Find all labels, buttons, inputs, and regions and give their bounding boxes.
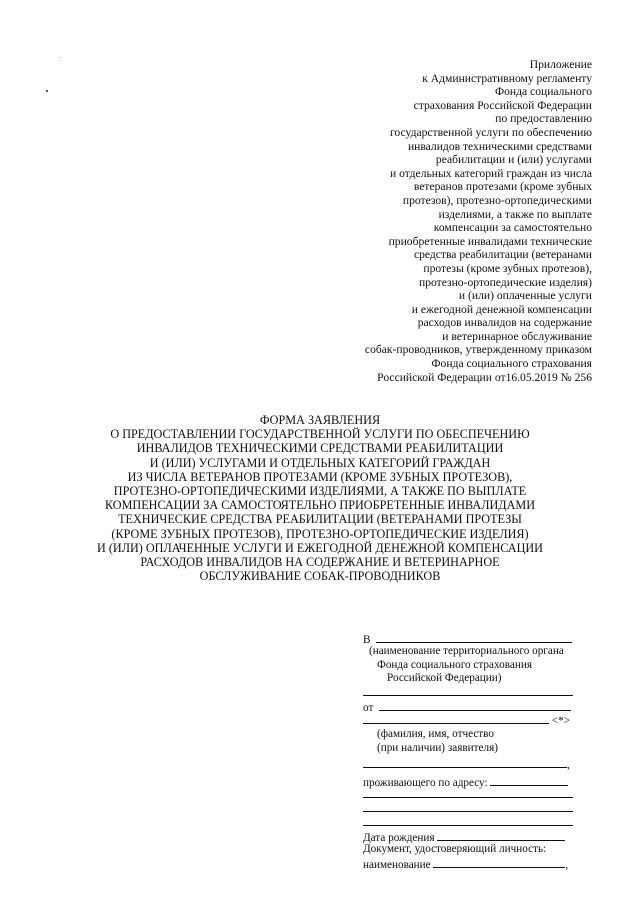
form-title-line: ОБСЛУЖИВАНИЕ СОБАК-ПРОВОДНИКОВ [199,569,441,584]
address-row [363,775,573,788]
form-title-line: КОМПЕНСАЦИИ ЗА САМОСТОЯТЕЛЬНО ПРИОБРЕТЕННЫЕ ИНВАЛИДАМИ [104,498,536,513]
scan-speck [60,57,61,58]
organ-hint-1: (наименование территориального органа [369,645,564,658]
appendix-line: государственной услуги по обеспечению [389,125,592,139]
form-title-line: ПРОТЕЗНО-ОРТОПЕДИЧЕСКИМИ ИЗДЕЛИЯМИ, А ТАКЖЕ ПО ВЫПЛАТЕ [113,484,527,499]
appendix-line: по предоставлению [495,112,592,126]
from-row [363,700,573,713]
address-field[interactable] [490,775,568,786]
form-title-line: ФОРМА ЗАЯВЛЕНИЯ [259,413,381,427]
appendix-line: Приложение [529,58,592,71]
to-organ-row [363,632,573,645]
comma: , [567,759,570,772]
appendix-line: ветеранов протезами (кроме зубных [413,180,592,194]
form-title-line: РАСХОДОВ ИНВАЛИДОВ НА СОДЕРЖАНИЕ И ВЕТЕРИНАРНОЕ [140,555,500,570]
form-title-line: И (ИЛИ) УСЛУГАМИ И ОТДЕЛЬНЫХ КАТЕГОРИЙ ГРАЖДАН [149,455,491,470]
from-row-2 [363,713,573,726]
organ-hint-3: Российской Федерации) [387,672,502,685]
address-line-3[interactable] [363,798,573,812]
id-name-field[interactable] [433,857,565,868]
appendix-line: компенсации за самостоятельно [433,221,592,235]
appendix-line: изделиями, а также по выплате [438,207,592,221]
organ-hint-2: Фонда социального страхования [377,658,532,671]
appendix-line: и (или) оплаченные услуги [458,289,592,303]
form-title-line: ИНВАЛИДОВ ТЕХНИЧЕСКИМИ СРЕДСТВАМИ РЕАБИЛИТАЦИИ [136,441,504,456]
appendix-header [365,58,592,384]
appendix-line: и отдельных категорий граждан из числа [389,166,592,180]
appendix-line: приобретенные инвалидами технические [388,234,592,248]
form-title-line: ИЗ ЧИСЛА ВЕТЕРАНОВ ПРОТЕЗАМИ (КРОМЕ ЗУБНЫХ ПРОТЕЗОВ), [127,469,513,484]
applicant-name-field[interactable] [379,700,571,711]
birth-row [363,830,573,843]
id-name-end: , [565,858,569,871]
address-label: проживающего по адресу: [363,776,488,789]
footnote-mark: <*> [551,714,571,727]
id-name-label: наименование [363,858,431,871]
appendix-line: инвалидов техническими средствами [407,139,592,153]
id-name-row [363,857,573,870]
address-line-2[interactable] [363,788,573,798]
applicant-name-field-2[interactable] [363,713,549,724]
form-title-line: ТЕХНИЧЕСКИЕ СРЕДСТВА РЕАБИЛИТАЦИИ (ВЕТЕРАНАМИ ПРОТЕЗЫ [118,512,522,527]
address-line-4[interactable] [363,812,573,826]
appendix-line: Российской Федерации от16.05.2019 № 256 [377,370,592,384]
appendix-line: страхования Российской Федерации [413,98,592,112]
form-title-line: О ПРЕДОСТАВЛЕНИИ ГОСУДАРСТВЕННОЙ УСЛУГИ ПО ОБЕСПЕЧЕНИЮ [110,427,530,442]
appendix-line: и ветеринарное обслуживание [442,329,592,343]
appendix-line: средства реабилитации (ветеранами [413,248,592,262]
birth-date-field[interactable] [437,830,565,841]
name-extra-line[interactable] [363,757,567,768]
appendix-line: расходов инвалидов на содержание [417,316,592,330]
from-prefix: от [363,701,374,714]
addressee-block [363,632,573,870]
name-hint-2: (при наличии) заявителя) [377,741,498,754]
name-extra-row [363,757,573,770]
appendix-line: протезы (кроме зубных протезов), [423,261,592,275]
organ-name-field[interactable] [376,632,572,643]
name-hint-1: (фамилия, имя, отчество [377,728,494,741]
to-prefix: В [363,634,371,646]
appendix-line: и ежегодной денежной компенсации [411,302,592,316]
id-doc-label: Документ, удостоверяющий личность: [363,843,547,856]
appendix-line: реабилитации и (или) услугами [435,153,592,167]
form-title-line: (КРОМЕ ЗУБНЫХ ПРОТЕЗОВ), ПРОТЕЗНО-ОРТОПЕДИЧЕСКИЕ ИЗДЕЛИЯ) [111,526,529,541]
appendix-line: Фонда социального [494,85,592,99]
appendix-line: протезов), протезно-ортопедическими [402,193,592,207]
birth-label: Дата рождения [363,831,435,844]
appendix-line: собак-проводников, утвержденному приказом [364,343,592,357]
scan-speck [46,90,48,92]
appendix-line: к Административному регламенту [422,71,592,85]
appendix-line: Фонда социального страхования [431,357,592,371]
appendix-line: протезно-ортопедические изделия) [419,275,592,289]
form-title-line: И (ИЛИ) ОПЛАЧЕННЫЕ УСЛУГИ И ЕЖЕГОДНОЙ ДЕНЕЖНОЙ КОМПЕНСАЦИИ [96,540,543,555]
form-title [0,413,640,583]
organ-extra-line[interactable] [363,686,573,696]
